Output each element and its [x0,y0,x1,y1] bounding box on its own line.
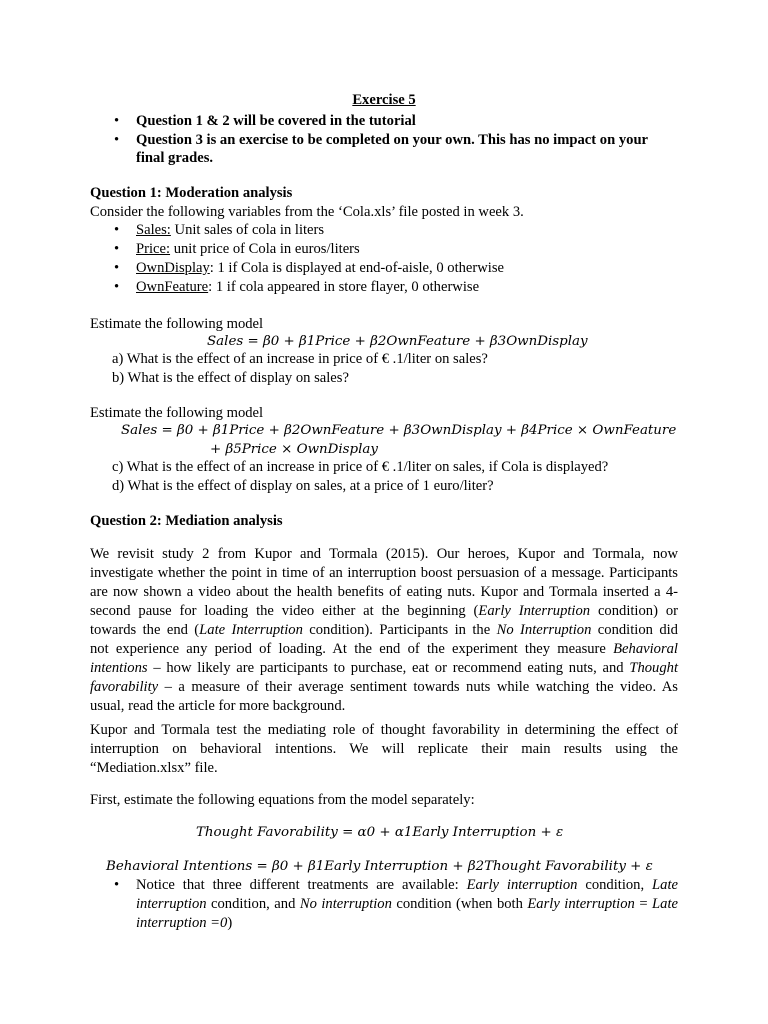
question-c: c) What is the effect of an increase in price of € .1/liter on sales, if Cola is displayed? [112,459,609,475]
p2-line: “Mediation.xlsx” file. [90,760,218,776]
p2-line: Kupor and Tormala test the mediating role of thought favorability in determining the effect of [90,722,678,738]
intro-bullet-1: • Question 1 & 2 will be covered in the tutorial [136,112,416,130]
p1-line: second pause for loading the video either at the beginning (Early Interruption condition) or [90,603,678,619]
p1-line: favorability – a measure of their average sentiment towards nuts while watching the video. As [90,679,678,695]
q2-paragraph-2 [90,721,678,778]
exercise-title: Exercise 5 [352,92,416,108]
p2-line: interruption on behavioral intentions. We will replicate their main results using the [90,741,678,757]
q1-intro: Consider the following variables from the ‘Cola.xls’ file posted in week 3. [90,204,524,220]
var-price [136,240,360,258]
var-desc: : 1 if cola appeared in store flayer, 0 otherwise [208,279,480,295]
q2-paragraph-1 [90,545,678,716]
p1-line: usual, read the article for more background. [90,698,346,714]
equation-1: Sales = β0 + β1Price + β2OwnFeature + β3OwnDisplay [207,334,588,349]
p1-line: are now shown a video about the health benefits of eating nuts. Kupor and Tormala inserted a 4- [90,584,678,600]
p1-line: intentions – how likely are participants to purchase, eat or recommend eating nuts, and Thought [90,660,678,676]
q2-paragraph-3: First, estimate the following equations from the model separately: [90,792,475,808]
p1-line: investigate whether the point in time of an interruption boost persuasion of a message. Participants [90,565,678,581]
q1-estimate-2: Estimate the following model [90,405,264,421]
intro-bullet-2: • Question 3 is an exercise to be completed on your own. This has no impact on your [136,131,648,149]
question-d: d) What is the effect of display on sales, at a price of 1 euro/liter? [112,478,494,494]
note-line: • Notice that three different treatments are available: Early interruption condition, Late [136,877,678,893]
equation-3: Thought Favorability = α0 + α1Early Interruption + ε [196,825,564,840]
q1-estimate-1: Estimate the following model [90,316,264,332]
var-desc: : 1 if Cola is displayed at end-of-aisle, 0 otherwise [209,260,505,276]
var-owndisplay [136,259,504,277]
intro-bullet-2-cont: final grades. [136,150,214,166]
p1-line: We revisit study 2 from Kupor and Tormala (2015). Our heroes, Kupor and Tormala, now [90,546,678,562]
q2-heading: Question 2: Mediation analysis [90,513,283,529]
note-line: interruption condition, and No interruption condition (when both Early interruption = Late [136,896,678,912]
question-a: a) What is the effect of an increase in price of € .1/liter on sales? [112,351,488,367]
var-name: OwnFeature [136,279,209,295]
question-b: b) What is the effect of display on sales? [112,370,349,386]
var-desc: Unit sales of cola in liters [170,222,325,238]
var-name: Sales: [136,222,171,238]
note-line: interruption =0) [136,915,233,931]
q1-heading: Question 1: Moderation analysis [90,185,293,201]
equation-2-line-1: Sales = β0 + β1Price + β2OwnFeature + β3OwnDisplay + β4Price × OwnFeature [121,423,677,438]
equation-2-line-2: + β5Price × OwnDisplay [210,442,378,457]
var-sales [136,221,324,239]
p1-line: not experience any period of loading. At the end of the experiment they measure Behavioral [90,641,678,657]
var-name: OwnDisplay [136,260,210,276]
var-desc: unit price of Cola in euros/liters [170,241,360,257]
p1-line: towards the end (Late Interruption condition). Participants in the No Interruption condition did [90,622,678,638]
var-name: Price: [136,241,171,257]
var-ownfeature [136,278,479,296]
equation-4: Behavioral Intentions = β0 + β1Early Interruption + β2Thought Favorability + ε [106,859,653,874]
q2-note-bullet [136,876,678,933]
